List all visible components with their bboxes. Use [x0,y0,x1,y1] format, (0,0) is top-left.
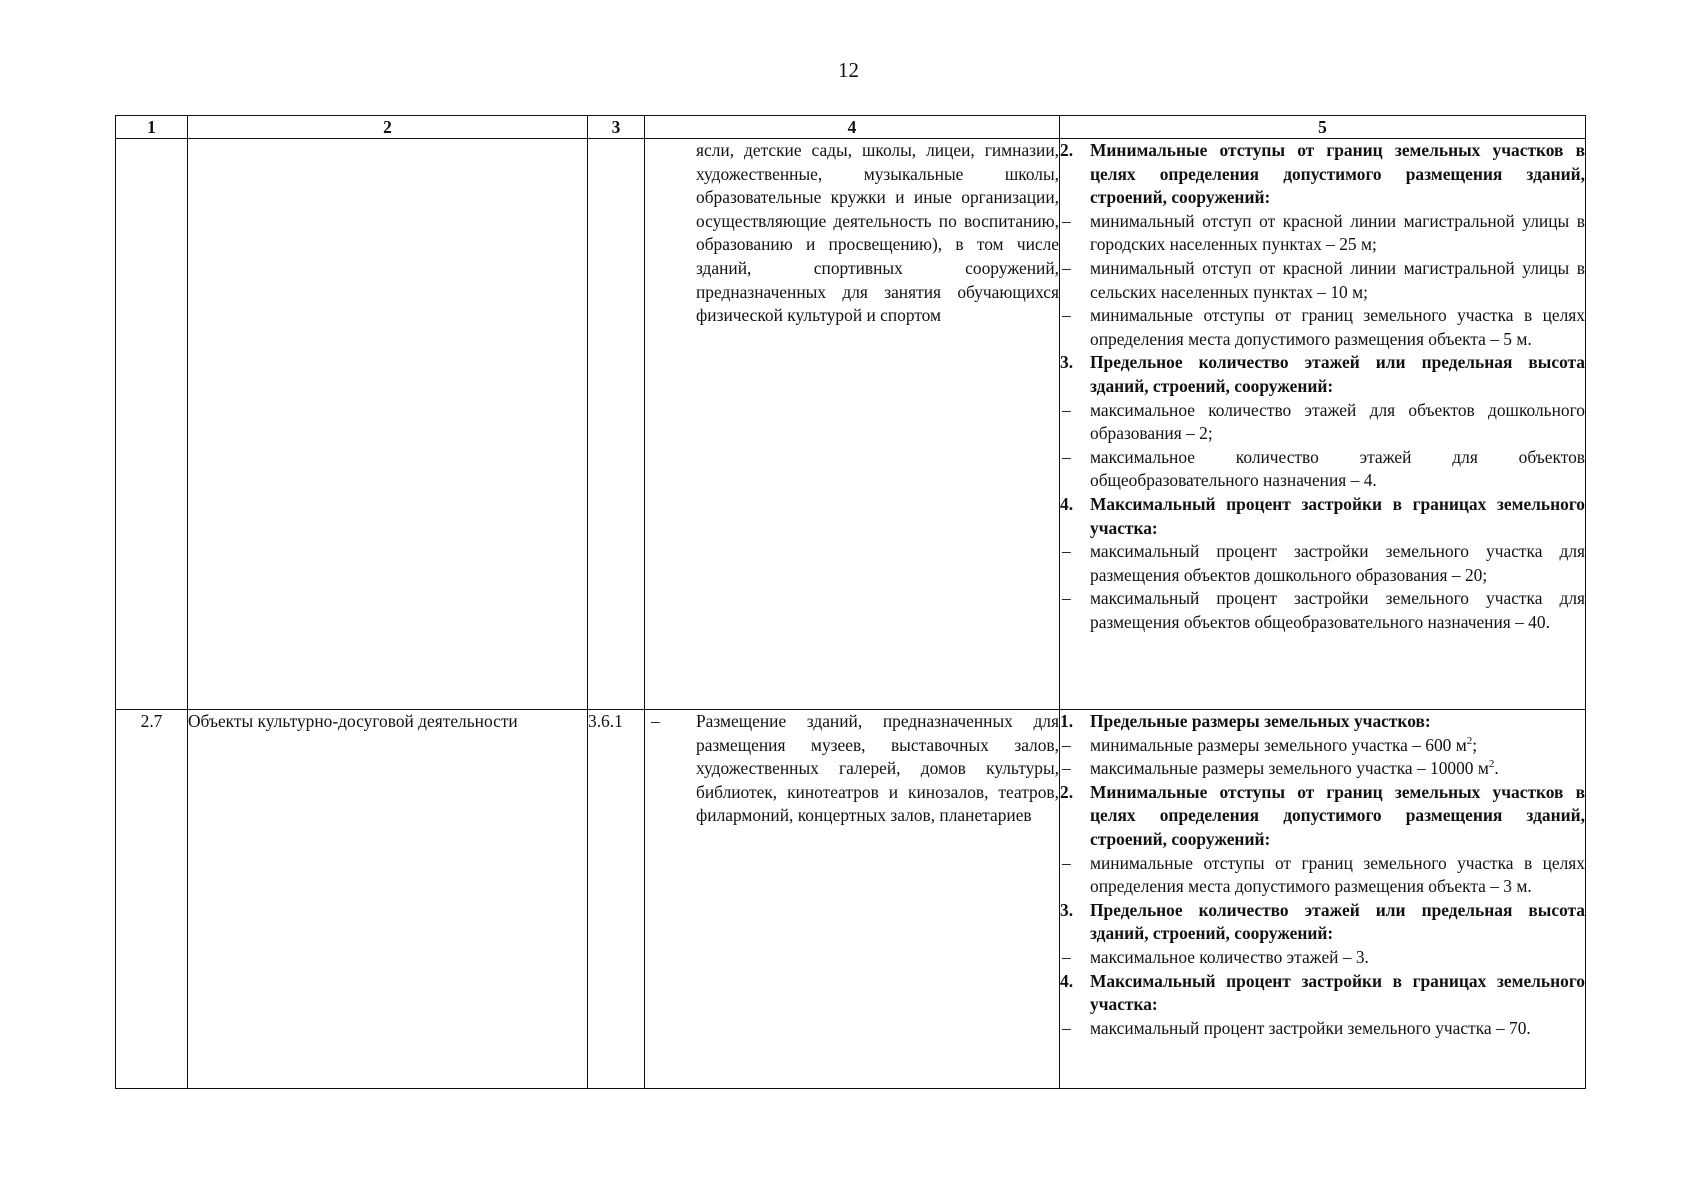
parameters-cell [1060,710,1586,1089]
row-number [116,139,188,710]
item-text: Предельное количество этажей или предельная высота зданий, строений, сооружений: [1090,899,1585,944]
unit-superscript: 2 [1466,734,1473,747]
item-text: минимальный отступ от красной линии магистральной улицы в сельских населенных пунктах – 10 м; [1090,257,1585,302]
item-marker: 1. [1060,711,1074,731]
parameter-item [1060,399,1585,446]
item-marker: – [1062,305,1071,326]
header-col-3: 3 [588,116,645,139]
parameter-heading [1060,899,1585,946]
item-marker: 3. [1060,899,1074,920]
item-marker: – [1062,758,1071,779]
parameter-heading [1060,351,1585,398]
item-text: максимальное количество этажей – 3. [1090,946,1369,967]
item-marker: 2. [1060,140,1074,160]
use-description: Размещение зданий, предназначенных для размещения музеев, выставочных залов, художественных галерей, домов культуры, библиотек, кинотеатров и кинозалов, театров, филармоний, концертных залов, планетариев [696,711,1059,826]
item-marker: 3. [1060,352,1074,373]
item-marker: – [1062,588,1071,609]
item-text: максимальный процент застройки земельного участка для размещения объектов дошкольного образования – 20; [1090,541,1585,585]
parameter-item [1060,446,1585,493]
item-marker: 4. [1060,970,1074,991]
parameter-item [1060,757,1585,781]
header-col-4: 4 [645,116,1060,139]
table-row [116,139,1586,710]
parameter-item [1060,946,1585,970]
item-marker: – [1062,946,1071,967]
item-marker: – [1062,1017,1071,1038]
parameter-heading [1060,781,1585,852]
item-text: максимальный процент застройки земельного участка – 70. [1090,1017,1531,1038]
unit-superscript: 2 [1488,758,1495,771]
page-number: 12 [838,58,859,82]
item-text: максимальное количество этажей для объектов дошкольного образования – 2; [1090,399,1585,444]
parameter-heading [1060,710,1585,734]
use-description-cell [645,710,1060,1089]
item-marker: 2. [1060,781,1074,802]
item-text: Предельное количество этажей или предельная высота зданий, строений, сооружений: [1090,352,1585,396]
item-marker: – [1062,734,1071,755]
use-code [588,139,645,710]
header-col-5: 5 [1060,116,1586,139]
item-marker: – [1062,446,1071,467]
item-text: Предельные размеры земельных участков: [1090,711,1431,731]
object-name: Объекты культурно-досуговой деятельности [188,710,588,1089]
parameters-cell [1060,139,1586,710]
description-dash: – [651,711,660,731]
parameter-heading [1060,970,1585,1017]
parameter-heading [1060,139,1585,210]
parameter-item [1060,852,1585,899]
parameter-item [1060,257,1585,304]
item-text: минимальные отступы от границ земельного участка в целях определения места допустимого размещения объекта – 3 м. [1090,852,1585,897]
item-text: Максимальный процент застройки в границах земельного участка: [1090,970,1585,1015]
table-row [116,710,1586,1089]
use-code: 3.6.1 [588,710,645,1089]
item-text: Максимальный процент застройки в границах земельного участка: [1090,493,1585,538]
parameters-list [1060,710,1585,1040]
item-text: минимальный отступ от красной линии магистральной улицы в городских населенных пунктах – 25 м; [1090,210,1585,255]
item-text: Минимальные отступы от границ земельных участков в целях определения допустимого размещения зданий, строений, сооружений: [1090,781,1585,849]
header-col-2: 2 [188,116,588,139]
item-text: максимальный процент застройки земельного участка для размещения объектов общеобразовательного назначения – 40. [1090,588,1585,632]
regulations-table [115,115,1586,1089]
row-number: 2.7 [116,710,188,1089]
item-marker: – [1062,852,1071,873]
header-row [116,116,1586,139]
item-text: минимальные размеры земельного участка – 600 $м^2$; [1090,734,1478,755]
use-description: ясли, детские сады, школы, лицеи, гимназии, художественные, музыкальные школы, образовательные кружки и иные организации, осуществляющие деятельность по воспитанию, образованию и просвещению), в том числе зданий, спортивных сооружений, предназначенных для занятия обучающихся физической культурой и спортом [696,140,1059,326]
item-text: Минимальные отступы от границ земельных участков в целях определения допустимого размещения зданий, строений, сооружений: [1090,140,1585,208]
parameter-item [1060,304,1585,351]
item-marker: – [1062,541,1071,562]
parameters-list [1060,139,1585,634]
item-marker: – [1062,257,1071,278]
item-text: минимальные отступы от границ земельного участка в целях определения места допустимого размещения объекта – 5 м. [1090,305,1585,349]
parameter-item [1060,540,1585,587]
parameter-item [1060,210,1585,257]
use-description-cell [645,139,1060,710]
header-col-1: 1 [116,116,188,139]
item-text: максимальные размеры земельного участка – 10000 $м^2$. [1090,758,1499,779]
parameter-item [1060,734,1585,758]
item-marker: – [1062,210,1071,231]
item-marker: 4. [1060,493,1074,514]
item-text: максимальное количество этажей для объектов общеобразовательного назначения – 4. [1090,446,1585,491]
parameter-item [1060,587,1585,634]
item-marker: – [1062,399,1071,420]
parameter-heading [1060,493,1585,540]
description-dash [645,139,696,328]
parameter-item [1060,1017,1585,1041]
object-name [188,139,588,710]
